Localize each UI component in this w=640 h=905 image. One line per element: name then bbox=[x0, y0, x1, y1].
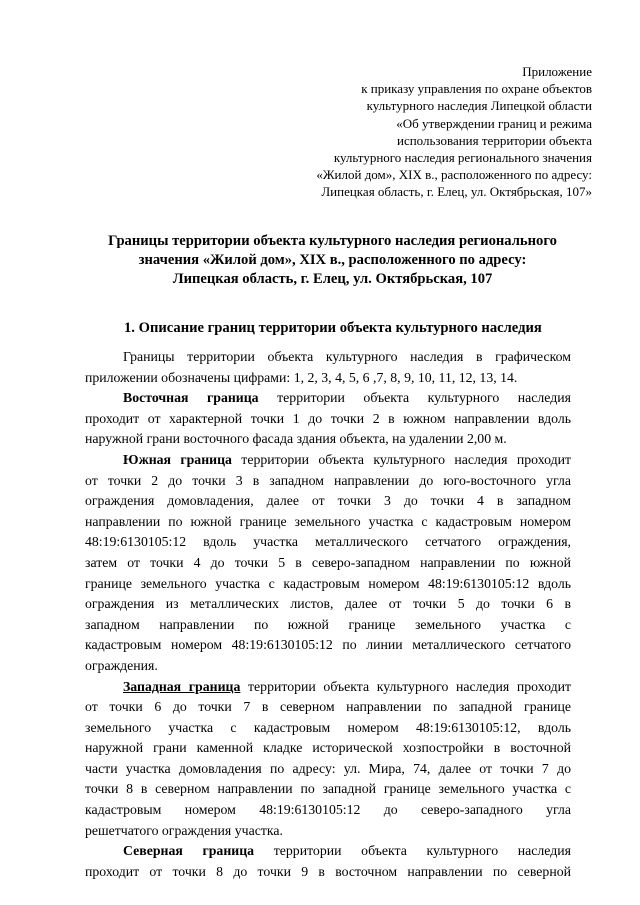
paragraph-line: точки 8 в северном направлении по западной границе земельного участка с bbox=[85, 781, 571, 797]
header-line: культурного наследия регионального значения bbox=[333, 150, 592, 166]
west-border-label: Западная граница bbox=[123, 678, 241, 694]
header-line: к приказу управления по охране объектов bbox=[361, 81, 592, 97]
paragraph-line: наружной грани восточного фасада здания объекта, на удалении 2,00 м. bbox=[85, 431, 507, 447]
document-title bbox=[60, 232, 605, 288]
paragraph-line: земельного участка с кадастровым номером 48:19:6130105:12, вдоль bbox=[85, 719, 571, 735]
paragraph-line: от точки 2 до точки 3 в западном направлении до юго-восточного угла bbox=[85, 472, 571, 488]
paragraph-line: Границы территории объекта культурного наследия в графическом bbox=[123, 349, 571, 364]
title-line: Липецкая область, г. Елец, ул. Октябрьская, 107 bbox=[172, 270, 493, 287]
paragraph-line: западном направлении по южной границе земельного участка с bbox=[85, 616, 571, 632]
body-text bbox=[85, 347, 571, 882]
paragraph-line: направлении по южной границе земельного участка с кадастровым номером bbox=[85, 513, 571, 529]
header-line: использования территории объекта bbox=[397, 132, 592, 148]
paragraph-line: кадастровым номером 48:19:6130105:12 по линии металлического сетчатого bbox=[85, 637, 571, 653]
header-line: Приложение bbox=[522, 64, 592, 79]
east-border-label: Восточная граница bbox=[123, 390, 259, 406]
east-border-text: территории объекта культурного наследия bbox=[258, 390, 571, 406]
paragraph-line: 48:19:6130105:12 вдоль участка металлического сетчатого ограждения, bbox=[85, 534, 571, 550]
paragraph-line: части участка домовладения по адресу: ул. Мира, 74, далее от точки 7 до bbox=[85, 760, 571, 776]
paragraph-line bbox=[85, 677, 571, 698]
paragraph-line: решетчатого ограждения участка. bbox=[85, 822, 283, 838]
paragraph-line: от точки 6 до точки 7 в северном направлении по западной границе bbox=[85, 699, 571, 715]
paragraph-line: проходит от точки 8 до точки 9 в восточном направлении по северной bbox=[85, 863, 571, 879]
paragraph-line: приложении обозначены цифрами: 1, 2, 3, 4, 5, 6 ,7, 8, 9, 10, 11, 12, 13, 14. bbox=[85, 369, 518, 385]
paragraph-line bbox=[85, 388, 571, 409]
north-border-text: территории объекта культурного наследия bbox=[254, 843, 571, 859]
west-border-text: территории объекта культурного наследия проходит bbox=[240, 678, 571, 694]
paragraph-line: затем от точки 4 до точки 5 в северо-западном направлении по южной bbox=[85, 554, 571, 570]
header-line: культурного наследия Липецкой области bbox=[366, 98, 592, 114]
south-border-text: территории объекта культурного наследия проходит bbox=[231, 451, 572, 467]
paragraph-line bbox=[85, 450, 571, 471]
section-heading: 1. Описание границ территории объекта культурного наследия bbox=[124, 320, 542, 336]
title-line: значения «Жилой дом», XIX в., расположенного по адресу: bbox=[138, 251, 527, 268]
paragraph-line: границе земельного участка с кадастровым номером 48:19:6130105:12 вдоль bbox=[85, 575, 571, 591]
paragraph-line: кадастровым номером 48:19:6130105:12 до северо-западного угла bbox=[85, 802, 571, 818]
header-line: «Жилой дом», XIX в., расположенного по адресу: bbox=[316, 167, 592, 183]
south-border-label: Южная граница bbox=[123, 451, 232, 467]
paragraph-line: проходит от характерной точки 1 до точки 2 в южном направлении вдоль bbox=[85, 410, 571, 426]
north-border-label: Северная граница bbox=[123, 843, 255, 859]
title-line: Границы территории объекта культурного наследия регионального bbox=[108, 233, 557, 249]
appendix-header bbox=[172, 63, 592, 201]
paragraph-line bbox=[85, 841, 571, 862]
paragraph-line: наружной грани каменной кладке исторической хозпостройки в восточной bbox=[85, 740, 571, 756]
header-line: «Об утверждении границ и режима bbox=[396, 115, 592, 131]
paragraph-line: ограждения домовладения, далее от точки 3 до точки 4 в западном bbox=[85, 493, 571, 509]
paragraph-line: ограждения. bbox=[85, 657, 158, 673]
header-line: Липецкая область, г. Елец, ул. Октябрьская, 107» bbox=[321, 184, 592, 200]
paragraph-line: ограждения из металлических листов, далее от точки 5 до точки 6 в bbox=[85, 596, 571, 612]
